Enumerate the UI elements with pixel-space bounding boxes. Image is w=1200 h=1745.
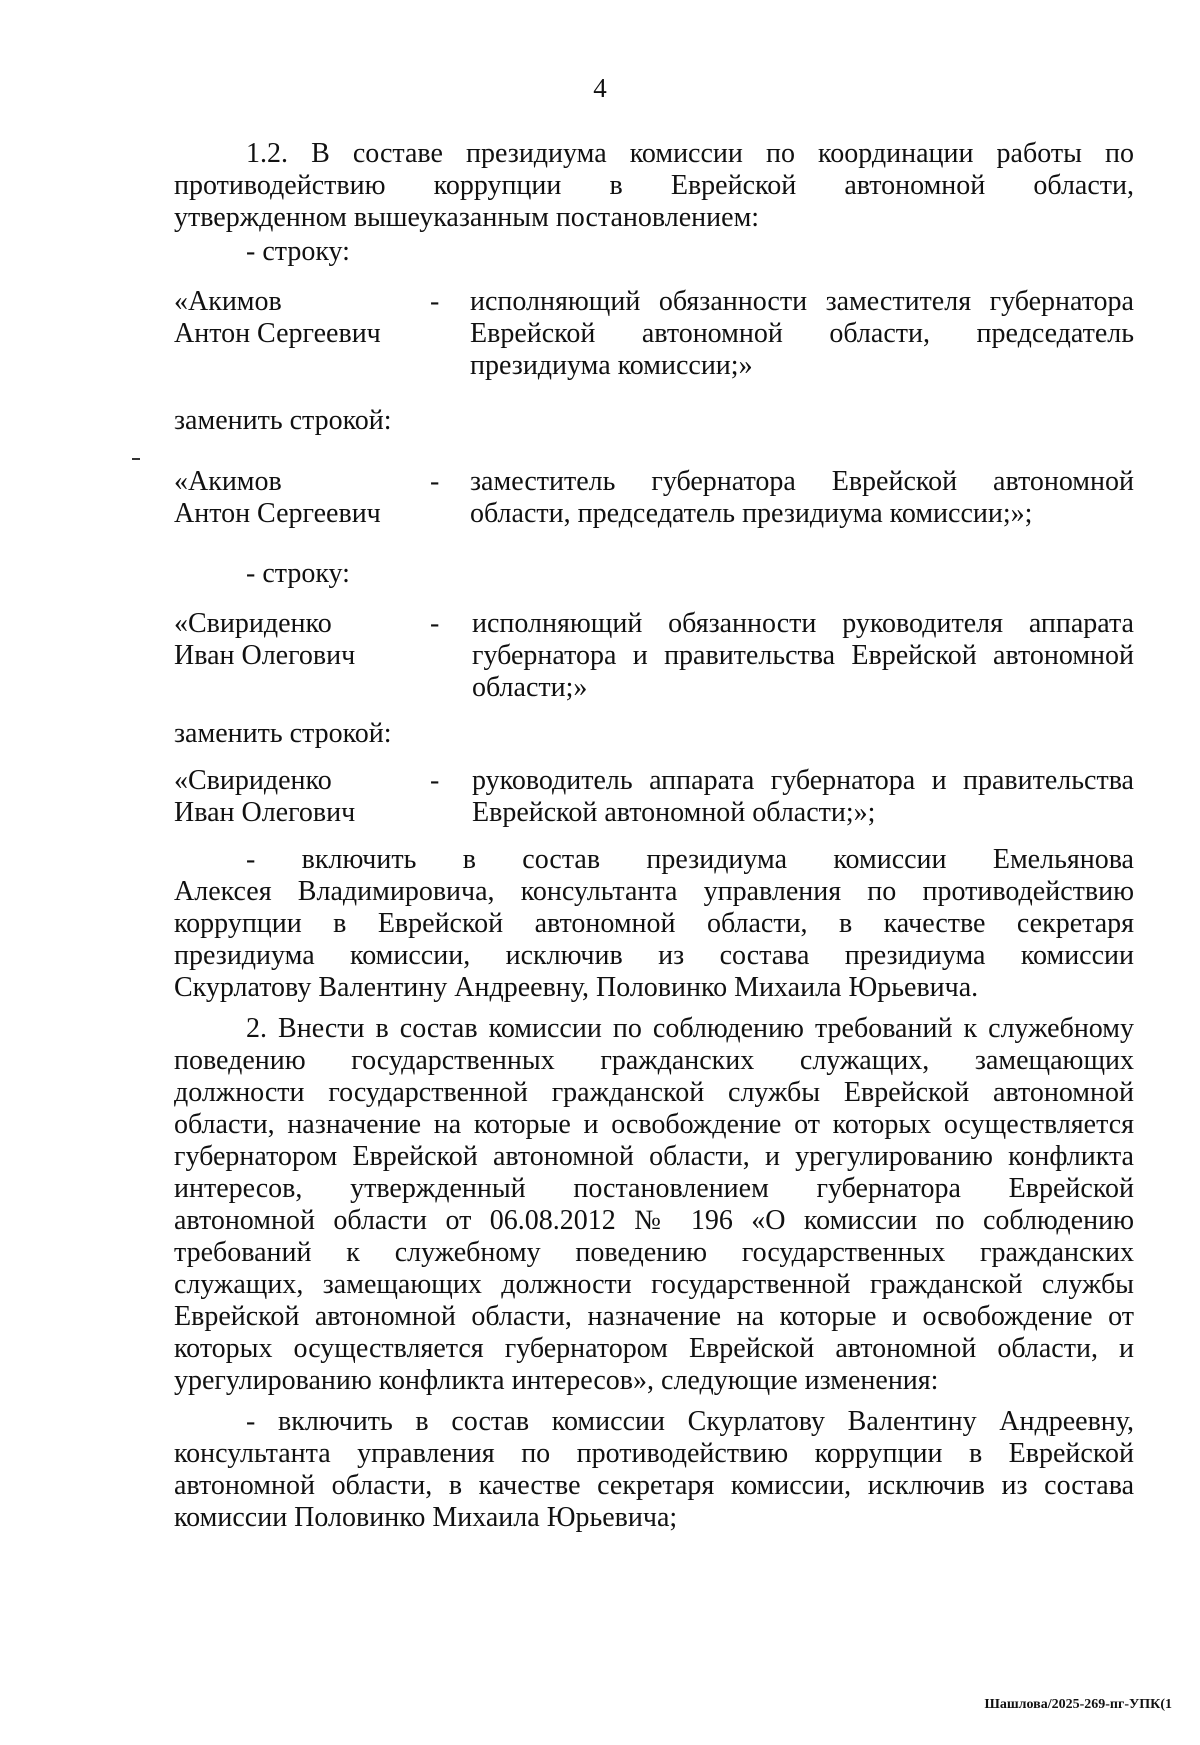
member-surname: «Свириденко [174,608,332,639]
text-line: руководитель аппарата губернатора и правительства [472,765,1134,796]
member-surname: «Акимов [174,466,282,497]
text-line: губернатора и правительства Еврейской автономной [472,640,1134,671]
text-line: Еврейской автономной области, назначение на которые и освобождение от [174,1301,1134,1332]
final-paragraph [174,1406,1134,1534]
member-surname: «Свириденко [174,765,332,796]
text-line: консультанта управления по противодействию коррупции в Еврейской [174,1438,1134,1469]
text-line: которых осуществляется губернатором Еврейской автономной области, и [174,1333,1134,1364]
text-line: противодействию коррупции в Еврейской автономной области, [174,170,1134,201]
text-line: служащих, замещающих должности государственной гражданской службы [174,1269,1134,1300]
entry-dash: - [430,286,440,317]
replace-label: заменить строкой: [174,718,392,749]
text-line: комиссии Половинко Михаила Юрьевича; [174,1502,678,1533]
text-line: интересов, утвержденный постановлением губернатора Еврейской [174,1173,1134,1204]
text-line: области, председатель президиума комиссии;»; [470,498,1033,529]
section-1-2-paragraph [174,138,1134,234]
member-entry-new-akimov [174,466,1134,566]
text-line: 1.2. В составе президиума комиссии по координации работы по [246,138,1134,169]
text-line: исполняющий обязанности заместителя губернатора [470,286,1134,317]
section-2-paragraph [174,1013,1134,1397]
member-position [472,765,1134,829]
page-number: 4 [593,73,607,103]
text-line: автономной области от 06.08.2012 № 196 «О комиссии по соблюдению [174,1205,1134,1236]
text-line: президиума комиссии, исключив из состава президиума комиссии [174,940,1134,971]
member-name [174,608,424,672]
member-surname: «Акимов [174,286,282,317]
text-line: Алексея Владимировича, консультанта управления по противодействию [174,876,1134,907]
text-line: автономной области, в качестве секретаря комиссии, исключив из состава [174,1470,1134,1501]
member-name [174,765,424,829]
member-position [470,286,1134,382]
text-line: - включить в состав президиума комиссии Емельянова [246,844,1134,875]
member-name [174,286,424,350]
member-entry-old-sviridenko [174,608,1134,708]
text-line: урегулированию конфликта интересов», следующие изменения: [174,1365,939,1396]
text-line: исполняющий обязанности руководителя аппарата [472,608,1134,639]
replace-label: заменить строкой: [174,405,392,436]
member-given-names: Иван Олегович [174,797,356,828]
member-given-names: Антон Сергеевич [174,498,381,529]
text-line: губернатором Еврейской автономной области, и урегулированию конфликта [174,1141,1134,1172]
text-line: Скурлатову Валентину Андреевну, Половинко Михаила Юрьевича. [174,972,979,1003]
text-line: - включить в состав комиссии Скурлатову Валентину Андреевну, [246,1406,1134,1437]
document-code: Шашлова/2025-269-пг-УПК(1 [984,1697,1172,1712]
line-label: - строку: [246,558,350,589]
entry-dash: - [430,608,440,639]
text-line: области, назначение на которые и освобождение от которых осуществляется [174,1109,1134,1140]
entry-dash: - [430,466,440,497]
text-line: утвержденном вышеуказанным постановлением: [174,202,760,233]
member-given-names: Антон Сергеевич [174,318,381,349]
member-given-names: Иван Олегович [174,640,356,671]
text-line: должности государственной гражданской службы Еврейской автономной [174,1077,1134,1108]
text-line: области;» [472,672,588,703]
text-line: Еврейской автономной области, председатель [470,318,1134,349]
text-line: 2. Внести в состав комиссии по соблюдению требований к служебному [246,1013,1134,1044]
member-position [472,608,1134,704]
member-position [470,466,1134,530]
margin-mark [132,458,140,460]
text-line: заместитель губернатора Еврейской автономной [470,466,1134,497]
include-paragraph [174,844,1134,1004]
member-name [174,466,424,530]
line-label: - строку: [246,236,350,267]
member-entry-old-akimov [174,286,1134,386]
text-line: коррупции в Еврейской автономной области, в качестве секретаря [174,908,1134,939]
text-line: Еврейской автономной области;»; [472,797,876,828]
text-line: требований к служебному поведению государственных гражданских [174,1237,1134,1268]
text-line: поведению государственных гражданских служащих, замещающих [174,1045,1134,1076]
entry-dash: - [430,765,440,796]
text-line: президиума комиссии;» [470,350,753,381]
